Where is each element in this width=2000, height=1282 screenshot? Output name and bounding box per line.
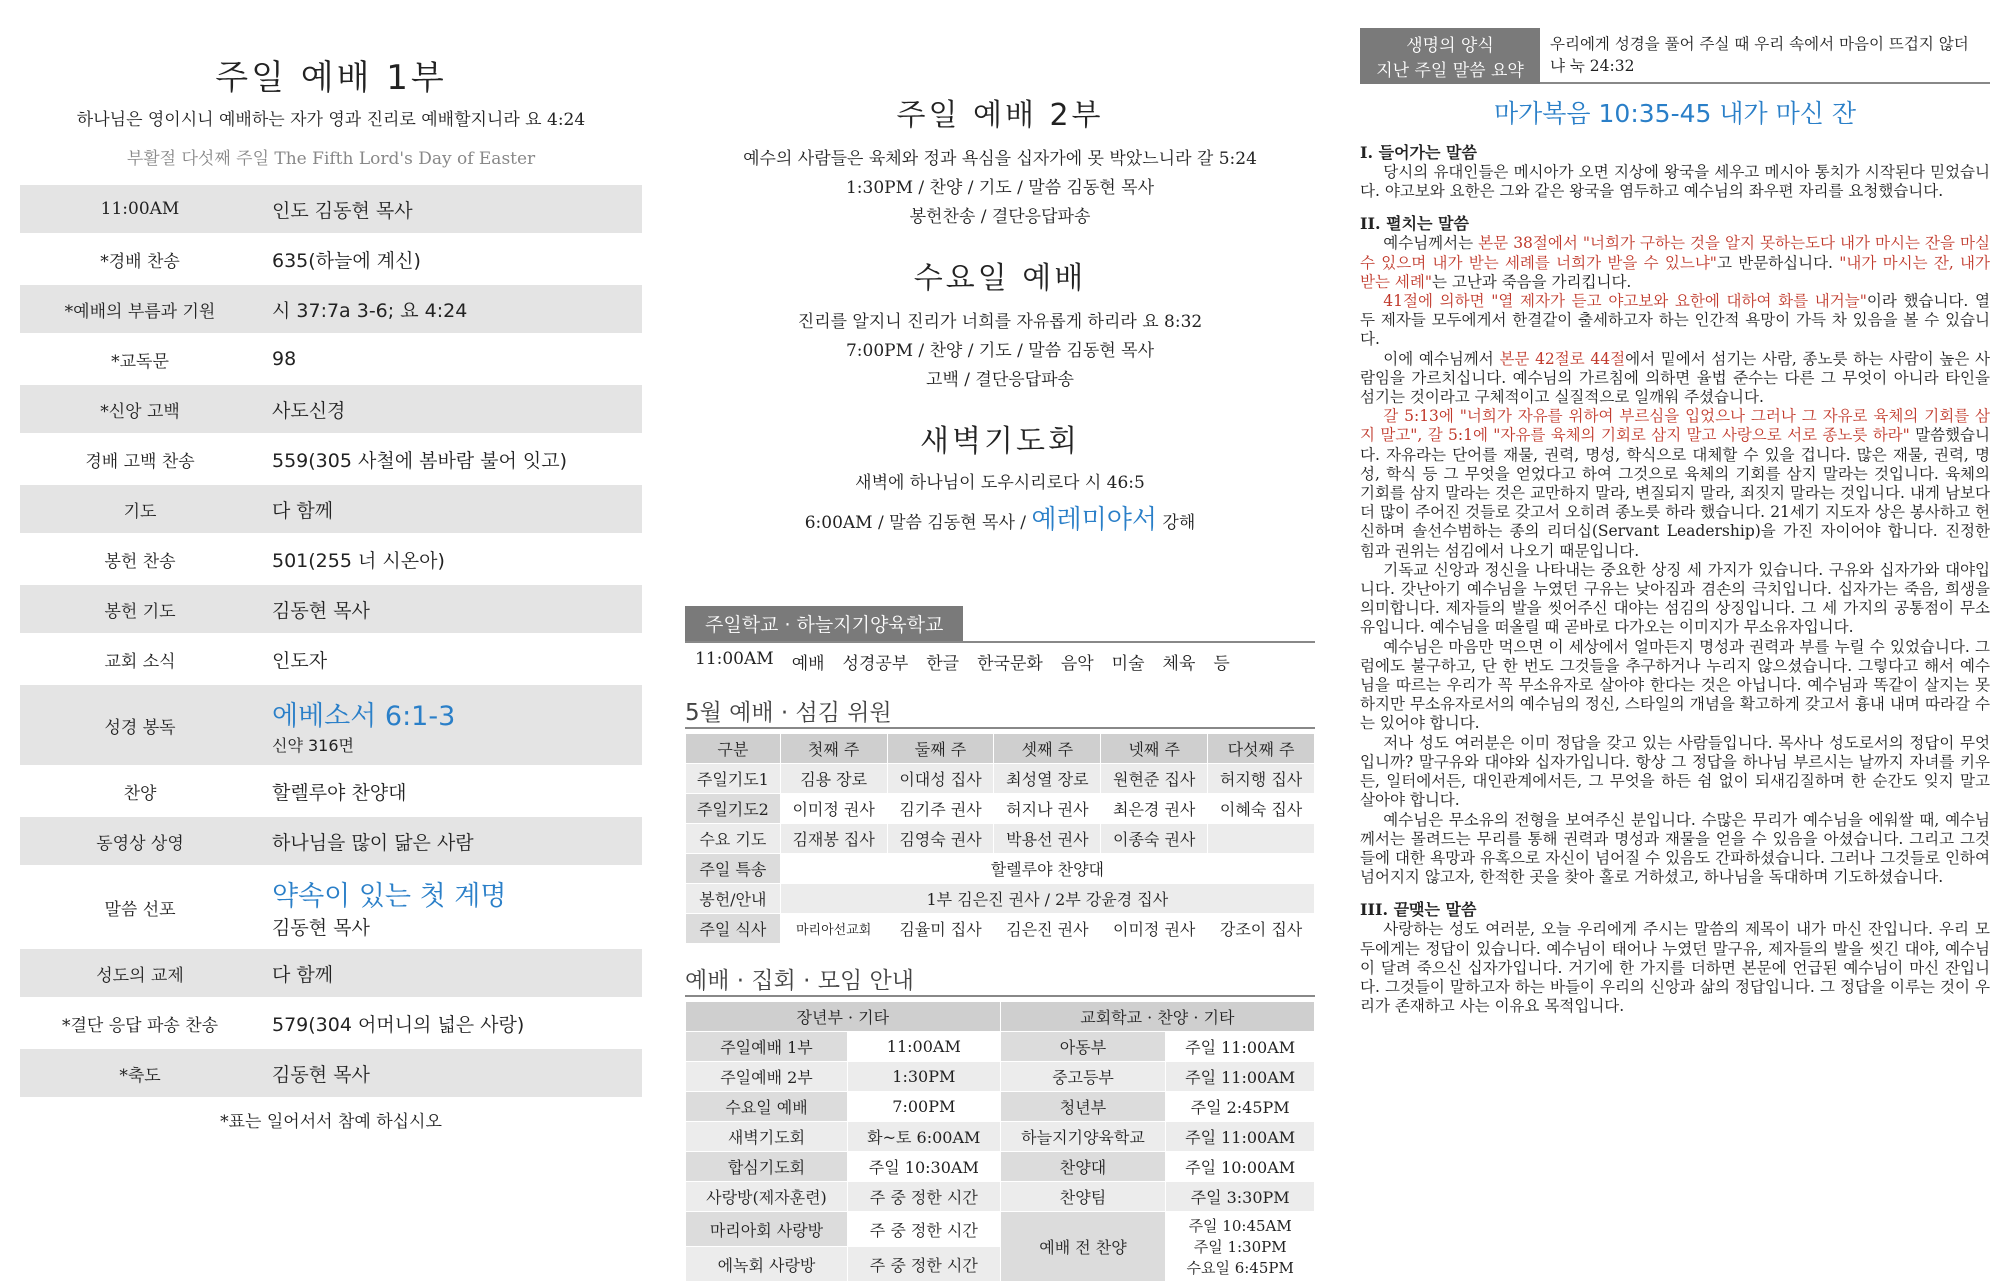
table-row xyxy=(686,914,1315,944)
table-cell: 김재봉 집사 xyxy=(780,824,887,854)
sermon-tag1: 생명의 양식 xyxy=(1406,36,1494,56)
meetings-table xyxy=(685,1001,1315,1282)
service1-season: 부활절 다섯째 주일 The Fifth Lord's Day of Easter xyxy=(126,149,536,169)
sermon-p8: 저나 성도 여러분은 이미 정답을 갖고 있는 사람들입니다. 목사나 성도로서의 정답이 무엇입니까? 말구유와 대야와 십자가입니다. 항상 그 정답을 하나님 부르시는 날까지 자녀를 키우든, 일터에서든, 대인관계에서든, 그 무엇을 하든 쉼 없이 되새김질하며 한 순간도 잊지 말고 살아야 합니다. xyxy=(1360,733,1990,810)
wednesday-line1: 7:00PM / 찬양 / 기도 / 말씀 김동현 목사 xyxy=(845,341,1155,361)
order-value-wrap xyxy=(260,296,642,323)
order-row xyxy=(20,285,642,333)
table-row xyxy=(686,1032,1315,1062)
table-cell: 주 중 정한 시간 xyxy=(847,1247,1000,1282)
table-cell: 원현준 집사 xyxy=(1101,764,1208,794)
order-row xyxy=(20,685,642,765)
table-cell: 이종숙 권사 xyxy=(1101,824,1208,854)
table-cell: 이대성 집사 xyxy=(887,764,994,794)
table-cell: 주 중 정한 시간 xyxy=(847,1212,1000,1247)
sermon-p5 xyxy=(1360,407,1990,561)
order-value: 할렐루야 찬양대 xyxy=(272,781,407,804)
order-value: 635(하늘에 계신) xyxy=(272,249,421,272)
order-value: 하나님을 많이 닮은 사람 xyxy=(272,831,474,854)
school-bar: 주일학교 · 하늘지기양육학교 xyxy=(685,606,963,641)
p3a: 41절에 의하면 "열 제자가 듣고 야고보와 요한에 대하여 화를 내거늘" xyxy=(1383,292,1867,311)
section3-heading: III. 끝맺는 말씀 xyxy=(1360,900,1477,920)
middle-column xyxy=(685,0,1315,1282)
school-items xyxy=(695,649,1315,674)
service2-line2: 봉헌찬송 / 결단응답파송 xyxy=(909,207,1091,227)
table-cell: 중고등부 xyxy=(1000,1062,1166,1092)
table-cell: 주일 식사 xyxy=(686,914,781,944)
table-cell: 주일 3:30PM xyxy=(1166,1182,1315,1212)
table-row xyxy=(686,794,1315,824)
order-value-wrap xyxy=(260,694,642,756)
order-label: 봉헌 기도 xyxy=(104,601,176,622)
order-label: *경배 찬송 xyxy=(100,251,180,272)
sermon-column xyxy=(1360,0,1990,1016)
table-header: 넷째 주 xyxy=(1101,734,1208,764)
table-row xyxy=(686,764,1315,794)
order-row xyxy=(20,817,642,865)
order-value: 에베소서 6:1-3 xyxy=(272,701,456,732)
sermon-quote: 우리에게 성경을 풀어 주실 때 우리 속에서 마음이 뜨겁지 않더냐 눅 24:32 xyxy=(1540,28,1990,84)
table-cell: 예배 전 찬양 xyxy=(1000,1212,1166,1282)
order-value: 인도 김동현 목사 xyxy=(272,199,413,222)
service2-title: 주일 예배 2부 xyxy=(896,98,1104,133)
table-cell: 아동부 xyxy=(1000,1032,1166,1062)
order-value-wrap xyxy=(260,874,642,940)
p2d: "내가 마시는 잔, 내가 받는 세례" xyxy=(1360,253,1991,291)
table-cell: 에녹회 사랑방 xyxy=(686,1247,848,1282)
order-value: 579(304 어머니의 넓은 사랑) xyxy=(272,1013,525,1036)
table-cell: 찬양대 xyxy=(1000,1152,1166,1182)
table-cell: 주일예배 1부 xyxy=(686,1032,848,1062)
table-header: 구분 xyxy=(686,734,781,764)
order-label: *결단 응답 파송 찬송 xyxy=(61,1015,219,1036)
p4b: 본문 42절로 44절 xyxy=(1499,349,1626,368)
table-cell: 강조이 집사 xyxy=(1208,914,1315,944)
order-value-wrap xyxy=(260,396,642,423)
p4a: 이에 예수님께서 xyxy=(1383,349,1500,368)
table-cell: 주 중 정한 시간 xyxy=(847,1182,1000,1212)
order-row xyxy=(20,385,642,433)
table-cell: 할렐루야 찬양대 xyxy=(780,854,1314,884)
sermon-p9: 예수님은 무소유의 전형을 보여주신 분입니다. 수많은 무리가 예수님을 에워쌀 때, 예수님께서는 몰려드는 무리를 통해 권력과 명성과 재물을 얻을 수 있음을 아셨습니다. 그리고 그것들에 대한 욕망과 유혹으로 자신이 넘어질 수 있음도 간파하셨습니다. 그러나 그것들로 인하여 넘어지지 않고자, 한적한 곳을 찾아 홀로 거하셨고, 하나님을 독대하며 기도하셨습니다. xyxy=(1360,810,1990,887)
may-table-title: 5월 예배 · 섬김 위원 xyxy=(685,694,1315,729)
wednesday-line2: 고백 / 결단응답파송 xyxy=(926,370,1074,390)
sermon-p10: 사랑하는 성도 여러분, 오늘 우리에게 주시는 말씀의 제목이 내가 마신 잔입니다. 우리 모두에게는 정답이 있습니다. 예수님이 태어나 누였던 말구유, 제자들의 발을 씻긴 대야, 예수님이 달려 죽으신 십자가입니다. 거기에 한 가지를 더하면 본문에 언급된 예수님이 마신 잔입니다. 그것들이 말하고자 하는 바들이 우리의 신앙과 삶의 정답입니다. 그 정답을 이루는 것이 우리가 존재하고 사는 이유요 목적입니다. xyxy=(1360,920,1990,1016)
order-row xyxy=(20,585,642,633)
table-cell: 이혜숙 집사 xyxy=(1208,794,1315,824)
p4c: 에서 밑에서 섬기는 사람, 종노릇 하는 사람이 높은 사람임을 가르치십니다. 예수님의 가르침에 의하면 율법 준수는 다른 그 무엇이 아니라 타인을 섬기는 것이라고 구체적이고 실질적으로 일깨워 주셨습니다. xyxy=(1360,349,1990,407)
school-section xyxy=(685,606,1315,643)
standing-footnote: *표는 일어서서 참예 하십시오 xyxy=(220,1112,442,1132)
table-cell: 수요일 예배 xyxy=(686,1092,848,1122)
order-label: 찬양 xyxy=(123,783,157,804)
order-value-wrap xyxy=(260,348,642,370)
table-cell: 허지나 권사 xyxy=(994,794,1101,824)
p2a: 예수님께서는 xyxy=(1383,234,1479,253)
table-cell: 마리아회 사랑방 xyxy=(686,1212,848,1247)
p5a: 갈 5:13에 "너희가 자유를 위하여 부르심을 입었으나 그러나 그 자유로 육체의 기회를 삼지 말고", 갈 5:1에 "자유를 육체의 기회로 삼지 말고 사랑으로 서로 종노릇 하라" xyxy=(1360,407,1990,445)
order-label: *교독문 xyxy=(111,351,169,372)
table-cell: 합심기도회 xyxy=(686,1152,848,1182)
table-row xyxy=(686,854,1315,884)
meetings-title: 예배 · 집회 · 모임 안내 xyxy=(685,962,1315,997)
table-cell: 주일 특송 xyxy=(686,854,781,884)
sermon-p6: 기독교 신앙과 정신을 나타내는 중요한 상징 세 가지가 있습니다. 구유와 십자가와 대야입니다. 갓난아기 예수님을 누였던 구유는 낮아짐과 겸손의 극치입니다. 십자가는 죽음, 희생을 의미합니다. 제자들의 발을 씻어주신 대야는 섬김의 상징입니다. 그 세 가지의 공통점이 무소유입니다. 예수님을 떠올릴 때 곧바로 다가오는 이미지가 무소유자입니다. xyxy=(1360,560,1990,637)
table-header: 둘째 주 xyxy=(887,734,994,764)
school-item: 한글 xyxy=(926,654,960,674)
p2c: 고 반문하십니다. xyxy=(1716,253,1840,272)
table-cell: 화~토 6:00AM xyxy=(847,1122,1000,1152)
table-header: 셋째 주 xyxy=(994,734,1101,764)
p5b: 말씀했습니다. 자유라는 단어를 재물, 권력, 명성, 학식으로 대체할 수 있을 겁니다. 많은 재물, 권력, 명성, 학식 등 그 무엇을 얻었다고 하여 그것으로 육체의 기회를 삼지 말라는 것입니다. 육체의 기회를 삼지 말라는 것은 교만하지 말라, 변질되지 말라, 죄짓지 말라는 것입니다. 내게 남보다 더 많이 주어진 것들로 갖고서 오히려 종노릇 하라 했습니다. 21세기 지도자 상은 봉사하고 헌신하며 솔선수범하는 종의 리더십(Servant Leadership)을 가진 자이어야 합니다. 진정한 힘과 권위는 섬김에서 나오기 때문입니다. xyxy=(1360,426,1991,560)
dawn-book: 예레미야서 xyxy=(1031,505,1158,535)
table-cell: 주일예배 2부 xyxy=(686,1062,848,1092)
table-cell: 마리아선교회 xyxy=(780,914,887,944)
p2b: 본문 38절에서 "너희가 구하는 것을 알지 못하는도다 내가 마시는 잔을 마실 수 있으며 내가 받는 세례를 너희가 받을 수 있느냐" xyxy=(1360,234,1991,272)
table-cell: 주일기도1 xyxy=(686,764,781,794)
table-row xyxy=(686,1092,1315,1122)
p3b: 이라 했습니다. 열 두 제자들 모두에게서 한결같이 출세하고자 하는 인간적 욕망이 가득 차 있음을 볼 수 있습니다. xyxy=(1360,292,1991,349)
order-row xyxy=(20,535,642,583)
order-value: 시 37:7a 3-6; 요 4:24 xyxy=(272,299,468,322)
order-value-wrap xyxy=(260,246,642,273)
table-header: 장년부 · 기타 xyxy=(686,1002,1001,1032)
order-label: 성경 봉독 xyxy=(104,717,176,738)
wednesday-title: 수요일 예배 xyxy=(913,261,1087,296)
order-value-wrap xyxy=(260,196,642,223)
order-value-wrap xyxy=(260,778,642,805)
table-cell: 1부 김은진 권사 / 2부 강윤경 집사 xyxy=(780,884,1314,914)
order-row xyxy=(20,485,642,533)
order-row xyxy=(20,435,642,483)
order-value-wrap xyxy=(260,546,642,573)
table-row xyxy=(686,1122,1315,1152)
order-value: 약속이 있는 첫 계명 xyxy=(272,881,507,912)
order-label: 말씀 선포 xyxy=(104,899,176,920)
order-value: 559(305 사철에 봄바람 불어 잇고) xyxy=(272,449,568,472)
order-row xyxy=(20,999,642,1047)
wednesday-verse: 진리를 알지니 진리가 너희를 자유롭게 하리라 요 8:32 xyxy=(797,312,1203,332)
table-cell: 주일 2:45PM xyxy=(1166,1092,1315,1122)
table-cell: 이미정 권사 xyxy=(780,794,887,824)
order-label: 봉헌 찬송 xyxy=(104,551,176,572)
order-label: 동영상 상영 xyxy=(96,833,184,854)
order-row xyxy=(20,335,642,383)
sermon-p2 xyxy=(1360,234,1990,292)
table-cell: 이미정 권사 xyxy=(1101,914,1208,944)
service2-verse: 예수의 사람들은 육체와 정과 욕심을 십자가에 못 박았느니라 갈 5:24 xyxy=(743,149,1257,169)
table-row xyxy=(686,734,1315,764)
table-cell: 주일 11:00AM xyxy=(1166,1062,1315,1092)
school-item: 한국문화 xyxy=(977,654,1043,674)
school-item: 성경공부 xyxy=(842,654,909,674)
service1-verse: 하나님은 영이시니 예배하는 자가 영과 진리로 예배할지니라 요 4:24 xyxy=(76,110,586,130)
table-cell: 허지행 집사 xyxy=(1208,764,1315,794)
order-label: *축도 xyxy=(119,1065,161,1086)
sermon-p3 xyxy=(1360,292,1990,350)
table-cell: 7:00PM xyxy=(847,1092,1000,1122)
table-row xyxy=(686,1002,1315,1032)
order-row xyxy=(20,949,642,997)
table-row xyxy=(686,884,1315,914)
order-value: 다 함께 xyxy=(272,963,334,986)
order-value-wrap xyxy=(260,496,642,523)
sermon-p1: 당시의 유대인들은 메시아가 오면 지상에 왕국을 세우고 메시아 통치가 시작된다 믿었습니다. 야고보와 요한은 그와 같은 왕국을 염두하고 예수님의 좌우편 자리를 요청했습니다. xyxy=(1360,163,1990,201)
order-row xyxy=(20,635,642,683)
table-cell: 주일 10:00AM xyxy=(1166,1152,1315,1182)
table-cell: 최은경 권사 xyxy=(1101,794,1208,824)
table-cell: 김은진 권사 xyxy=(994,914,1101,944)
table-cell: 주일 11:00AM xyxy=(1166,1032,1315,1062)
table-cell xyxy=(1208,824,1315,854)
table-cell: 주일 10:45AM 주일 1:30PM 수요일 6:45PM xyxy=(1166,1212,1315,1282)
order-row xyxy=(20,767,642,815)
order-value: 사도신경 xyxy=(272,399,346,422)
order-value-wrap xyxy=(260,1060,642,1087)
table-header: 교회학교 · 찬양 · 기타 xyxy=(1000,1002,1314,1032)
table-cell: 봉헌/안내 xyxy=(686,884,781,914)
table-cell: 최성열 장로 xyxy=(994,764,1101,794)
order-row xyxy=(20,867,642,947)
dawn-line xyxy=(685,499,1315,536)
sermon-p7: 예수님은 마음만 먹으면 이 세상에서 얼마든지 명성과 권력과 부를 누릴 수 있었습니다. 그럼에도 불구하고, 단 한 번도 그것들을 추구하거나 누리지 않으셨습니다. 그렇다고 해서 예수님을 따르는 우리가 꼭 무소유자로 살아야 한다는 것은 아닙니다. 예수님과 똑같이 살지는 못하지만 무소유자로서의 예수님의 정신, 스타일의 개념을 확고하게 갖고서 흉내 내며 따라갈 수는 있어야 합니다. xyxy=(1360,637,1990,733)
order-row xyxy=(20,1049,642,1097)
table-row xyxy=(686,1182,1315,1212)
order-value: 인도자 xyxy=(272,649,328,672)
school-item: 미술 xyxy=(1111,654,1145,674)
order-value: 김동현 목사 xyxy=(272,1063,370,1086)
school-item: 음악 xyxy=(1060,654,1094,674)
order-label: *예배의 부름과 기원 xyxy=(64,301,216,322)
order-value-wrap xyxy=(260,596,642,623)
table-cell: 김율미 집사 xyxy=(887,914,994,944)
table-row xyxy=(686,1212,1315,1247)
order-value-wrap xyxy=(260,646,642,673)
dawn-line1: 6:00AM / 말씀 김동현 목사 / xyxy=(804,513,1027,533)
service1-column xyxy=(20,0,642,1132)
order-of-worship xyxy=(20,185,642,1097)
order-value-wrap xyxy=(260,828,642,855)
order-label: 기도 xyxy=(123,501,157,522)
order-value-wrap xyxy=(260,446,642,473)
table-header: 첫째 주 xyxy=(780,734,887,764)
sermon-header xyxy=(1360,28,1990,84)
table-cell: 수요 기도 xyxy=(686,824,781,854)
table-cell: 주일기도2 xyxy=(686,794,781,824)
section1-heading: I. 들어가는 말씀 xyxy=(1360,143,1477,162)
table-header: 다섯째 주 xyxy=(1208,734,1315,764)
may-table xyxy=(685,733,1315,944)
order-value-wrap xyxy=(260,960,642,987)
order-row xyxy=(20,185,642,233)
table-cell: 김영숙 권사 xyxy=(887,824,994,854)
order-value: 98 xyxy=(272,348,297,370)
section2-heading: II. 펼치는 말씀 xyxy=(1360,214,1469,234)
table-row xyxy=(686,1062,1315,1092)
service1-title: 주일 예배 1부 xyxy=(215,58,447,98)
order-value: 김동현 목사 xyxy=(272,599,370,622)
table-cell: 김기주 권사 xyxy=(887,794,994,824)
table-cell: 청년부 xyxy=(1000,1092,1166,1122)
sermon-title: 마가복음 10:35-45 내가 마신 잔 xyxy=(1493,99,1857,128)
sermon-tag xyxy=(1360,28,1540,84)
school-item: 체육 xyxy=(1162,654,1196,674)
table-cell: 11:00AM xyxy=(847,1032,1000,1062)
table-cell: 김용 장로 xyxy=(780,764,887,794)
order-value: 501(255 너 시온아) xyxy=(272,549,445,572)
school-item: 11:00AM xyxy=(695,649,774,669)
table-cell: 사랑방(제자훈련) xyxy=(686,1182,848,1212)
order-label: 성도의 교제 xyxy=(96,965,184,986)
sermon-tag2: 지난 주일 말씀 요약 xyxy=(1376,61,1524,81)
table-cell: 박용선 권사 xyxy=(994,824,1101,854)
table-cell: 주일 10:30AM xyxy=(847,1152,1000,1182)
order-label: 경배 고백 찬송 xyxy=(85,451,195,472)
school-item: 예배 xyxy=(791,654,825,674)
table-cell: 1:30PM xyxy=(847,1062,1000,1092)
dawn-suffix: 강해 xyxy=(1162,513,1196,533)
table-row xyxy=(686,1152,1315,1182)
school-item: 등 xyxy=(1213,654,1230,674)
sermon-p4 xyxy=(1360,350,1990,408)
table-cell: 하늘지기양육학교 xyxy=(1000,1122,1166,1152)
order-label: *신앙 고백 xyxy=(100,401,180,422)
dawn-verse: 새벽에 하나님이 도우시리로다 시 46:5 xyxy=(855,473,1145,493)
order-label: 교회 소식 xyxy=(104,651,176,672)
order-row xyxy=(20,235,642,283)
service2-line1: 1:30PM / 찬양 / 기도 / 말씀 김동현 목사 xyxy=(845,178,1155,198)
order-extra: 신약 316면 xyxy=(272,736,354,755)
order-extra: 김동현 목사 xyxy=(272,917,370,939)
table-cell: 주일 11:00AM xyxy=(1166,1122,1315,1152)
order-value-wrap xyxy=(260,1010,642,1037)
table-row xyxy=(686,824,1315,854)
order-label: 11:00AM xyxy=(100,199,180,219)
table-cell: 찬양팀 xyxy=(1000,1182,1166,1212)
dawn-title: 새벽기도회 xyxy=(920,424,1080,459)
table-cell: 새벽기도회 xyxy=(686,1122,848,1152)
order-value: 다 함께 xyxy=(272,499,334,522)
p2e: 는 고난과 죽음을 가리킵니다. xyxy=(1431,272,1632,291)
